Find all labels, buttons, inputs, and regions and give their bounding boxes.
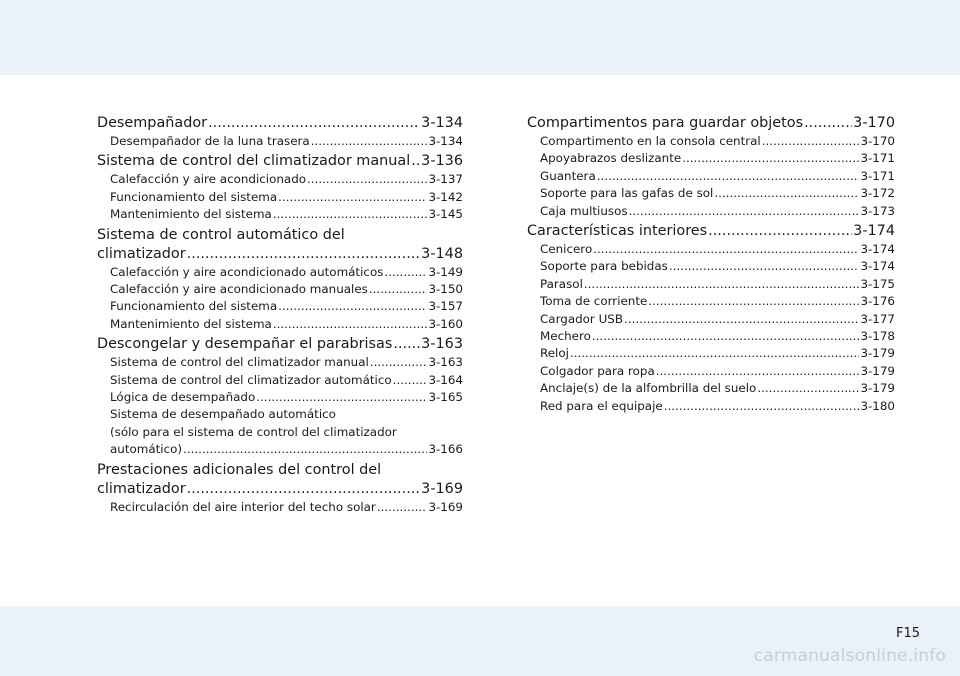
toc-entry-page: 3-166 — [428, 442, 463, 457]
toc-entry-page: 3-136 — [421, 153, 463, 170]
toc-subentry — [527, 345, 895, 362]
toc-entry-title: climatizador — [97, 245, 186, 262]
toc-entry-page: 3-148 — [421, 245, 463, 262]
dot-leader — [708, 222, 852, 241]
toc-entry-page: 3-142 — [428, 189, 463, 204]
toc-subentry — [527, 168, 895, 185]
toc-subentry — [97, 133, 463, 150]
watermark: carmanualsonline.info — [753, 646, 946, 666]
toc-entry-title: Funcionamiento del sistema — [110, 189, 278, 204]
dot-leader — [664, 398, 860, 415]
toc-subentry — [527, 150, 895, 167]
toc-subentry — [527, 203, 895, 220]
toc-subentry — [97, 264, 463, 281]
dot-leader — [804, 114, 852, 133]
toc-subentry — [97, 316, 463, 333]
toc-heading — [97, 461, 463, 480]
dot-leader — [570, 345, 860, 362]
dot-leader — [624, 311, 859, 328]
dot-leader — [648, 293, 859, 310]
dot-leader — [307, 171, 427, 188]
dot-leader — [714, 185, 859, 202]
toc-entry-title: Recirculación del aire interior del techo solar — [110, 499, 376, 514]
toc-entry-title: Toma de corriente — [540, 294, 648, 309]
toc-subentry — [97, 206, 463, 223]
toc-entry-page: 3-169 — [428, 499, 463, 514]
dot-leader — [384, 264, 427, 281]
toc-subentry — [97, 424, 463, 441]
toc-entry-title: (sólo para el sistema de control del climatizador — [110, 424, 397, 439]
toc-entry-title: Sistema de control automático del — [97, 226, 345, 243]
dot-leader — [278, 298, 427, 315]
toc-entry-title: climatizador — [97, 480, 186, 497]
toc-right-column — [527, 114, 895, 415]
toc-subentry — [97, 372, 463, 389]
dot-leader — [629, 203, 860, 220]
toc-heading — [97, 480, 463, 499]
dot-leader — [369, 281, 428, 298]
toc-subentry — [97, 298, 463, 315]
dot-leader — [187, 245, 421, 264]
toc-entry-title: Caja multiusos — [540, 203, 628, 218]
toc-entry-title: Apoyabrazos deslizante — [540, 151, 682, 166]
toc-entry-page: 3-145 — [428, 207, 463, 222]
dot-leader — [273, 316, 428, 333]
dot-leader — [187, 480, 421, 499]
toc-subentry — [527, 133, 895, 150]
toc-subentry — [97, 189, 463, 206]
toc-subentry — [97, 499, 463, 516]
toc-entry-title: Anclaje(s) de la alfombrilla del suelo — [540, 381, 757, 396]
toc-entry-title: Reloj — [540, 346, 569, 361]
toc-entry-title: Guantera — [540, 168, 596, 183]
dot-leader — [393, 372, 428, 389]
toc-subentry — [527, 241, 895, 258]
toc-subentry — [527, 363, 895, 380]
toc-entry-title: Sistema de desempañado automático — [110, 407, 336, 422]
toc-entry-title: Cenicero — [540, 242, 593, 257]
toc-subentry — [527, 276, 895, 293]
toc-entry-page: 3-160 — [428, 316, 463, 331]
toc-subentry — [527, 328, 895, 345]
toc-entry-title: Calefacción y aire acondicionado manuales — [110, 282, 368, 297]
toc-entry-title: Descongelar y desempañar el parabrisas — [97, 336, 393, 353]
toc-entry-page: 3-137 — [428, 172, 463, 187]
toc-heading — [97, 245, 463, 264]
toc-entry-page: 3-150 — [428, 282, 463, 297]
toc-subentry — [527, 258, 895, 275]
toc-subentry — [97, 281, 463, 298]
toc-heading — [97, 226, 463, 245]
toc-heading — [527, 114, 895, 133]
dot-leader — [208, 114, 420, 133]
toc-entry-page: 3-165 — [428, 390, 463, 405]
toc-entry-title: automático) — [110, 442, 183, 457]
header-band — [0, 0, 960, 75]
toc-subentry — [97, 171, 463, 188]
toc-subentry — [97, 406, 463, 423]
toc-entry-title: Colgador para ropa — [540, 363, 655, 378]
toc-entry-title: Parasol — [540, 276, 583, 291]
toc-subentry — [527, 398, 895, 415]
toc-entry-page: 3-172 — [860, 186, 895, 201]
toc-subentry — [527, 293, 895, 310]
toc-entry-title: Desempañador — [97, 115, 208, 131]
toc-entry-title: Red para el equipaje — [540, 398, 663, 413]
toc-entry-title: Mantenimiento del sistema — [110, 207, 272, 222]
toc-entry-page: 3-134 — [428, 134, 463, 148]
toc-heading — [527, 222, 895, 241]
toc-heading — [97, 335, 463, 354]
toc-entry-page: 3-163 — [421, 336, 463, 353]
toc-entry-title: Calefacción y aire acondicionado automáticos — [110, 264, 384, 279]
toc-entry-page: 3-178 — [860, 329, 895, 344]
toc-entry-title: Sistema de control del climatizador automático — [110, 372, 392, 387]
page-number: F15 — [895, 626, 920, 641]
dot-leader — [377, 499, 428, 516]
toc-heading — [97, 114, 463, 133]
toc-entry-title: Mantenimiento del sistema — [110, 316, 272, 331]
toc-entry-title: Sistema de control del climatizador manual — [97, 153, 411, 170]
toc-entry-page: 3-170 — [853, 115, 895, 131]
toc-entry-title: Funcionamiento del sistema — [110, 299, 278, 314]
toc-entry-page: 3-171 — [860, 168, 895, 183]
toc-entry-page: 3-149 — [428, 264, 463, 279]
toc-heading — [97, 152, 463, 171]
dot-leader — [273, 206, 428, 223]
toc-entry-page: 3-174 — [853, 223, 895, 240]
dot-leader — [183, 441, 427, 458]
toc-subentry — [97, 441, 463, 458]
toc-entry-title: Prestaciones adicionales del control del — [97, 461, 382, 478]
dot-leader — [311, 133, 428, 150]
toc-entry-page: 3-170 — [860, 134, 895, 148]
dot-leader — [278, 189, 427, 206]
dot-leader — [393, 335, 420, 354]
toc-entry-title: Soporte para las gafas de sol — [540, 186, 714, 201]
toc-entry-title: Características interiores — [527, 223, 708, 240]
toc-entry-page: 3-134 — [421, 115, 463, 131]
dot-leader — [597, 168, 860, 185]
dot-leader — [757, 380, 859, 397]
toc-subentry — [527, 311, 895, 328]
toc-left-column — [97, 114, 463, 516]
toc-entry-page: 3-177 — [860, 311, 895, 326]
toc-subentry — [527, 185, 895, 202]
toc-entry-page: 3-179 — [860, 363, 895, 378]
toc-subentry — [97, 354, 463, 371]
toc-entry-page: 3-164 — [428, 372, 463, 387]
toc-entry-title: Soporte para bebidas — [540, 259, 668, 274]
toc-entry-title: Lógica de desempañado — [110, 390, 256, 405]
dot-leader — [592, 328, 860, 345]
toc-entry-page: 3-157 — [428, 299, 463, 314]
dot-leader — [593, 241, 859, 258]
toc-entry-title: Desempañador de la luna trasera — [110, 134, 310, 148]
dot-leader — [656, 363, 860, 380]
toc-entry-page: 3-169 — [421, 480, 463, 497]
toc-subentry — [97, 389, 463, 406]
toc-entry-title: Compartimentos para guardar objetos — [527, 115, 804, 131]
dot-leader — [584, 276, 860, 293]
toc-entry-title: Compartimento en la consola central — [540, 134, 761, 148]
toc-entry-page: 3-163 — [428, 355, 463, 370]
dot-leader — [669, 258, 860, 275]
toc-entry-page: 3-173 — [860, 203, 895, 218]
dot-leader — [256, 389, 427, 406]
toc-entry-page: 3-171 — [860, 151, 895, 166]
toc-entry-page: 3-175 — [860, 276, 895, 291]
toc-entry-page: 3-179 — [860, 381, 895, 396]
toc-entry-page: 3-179 — [860, 346, 895, 361]
dot-leader — [762, 133, 860, 150]
toc-entry-page: 3-174 — [860, 242, 895, 257]
toc-entry-page: 3-180 — [860, 398, 895, 413]
dot-leader — [411, 152, 420, 171]
dot-leader — [682, 150, 859, 167]
toc-entry-title: Mechero — [540, 329, 591, 344]
toc-subentry — [527, 380, 895, 397]
toc-entry-title: Calefacción y aire acondicionado — [110, 172, 307, 187]
toc-entry-title: Cargador USB — [540, 311, 624, 326]
toc-entry-title: Sistema de control del climatizador manual — [110, 355, 369, 370]
dot-leader — [370, 354, 428, 371]
toc-entry-page: 3-174 — [860, 259, 895, 274]
toc-entry-page: 3-176 — [860, 294, 895, 309]
